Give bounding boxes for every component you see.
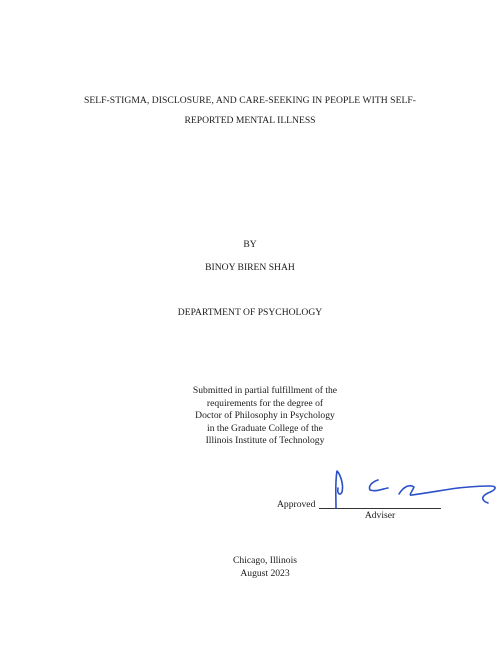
submission-statement bbox=[0, 385, 500, 448]
submission-line: Submitted in partial fulfillment of the bbox=[192, 385, 338, 396]
location: Chicago, Illinois bbox=[233, 555, 297, 566]
adviser-label: Adviser bbox=[364, 510, 396, 521]
submission-line: Illinois Institute of Technology bbox=[205, 435, 325, 447]
location-and-date bbox=[0, 555, 500, 580]
author-name: BINOY BIREN SHAH bbox=[205, 262, 295, 273]
department-name: DEPARTMENT OF PSYCHOLOGY bbox=[177, 307, 323, 318]
thesis-title-line-2: REPORTED MENTAL ILLNESS bbox=[184, 115, 316, 126]
date: August 2023 bbox=[240, 567, 290, 579]
submission-line: in the Graduate College of the bbox=[207, 422, 323, 434]
approved-label: Approved bbox=[277, 499, 316, 510]
thesis-title-line-1: SELF-STIGMA, DISCLOSURE, AND CARE-SEEKING IN PEOPLE WITH SELF- bbox=[83, 95, 417, 106]
submission-line: Doctor of Philosophy in Psychology bbox=[195, 410, 335, 422]
adviser-signature bbox=[328, 466, 498, 514]
by-label: BY bbox=[243, 239, 257, 250]
submission-line: requirements for the degree of bbox=[206, 397, 324, 409]
